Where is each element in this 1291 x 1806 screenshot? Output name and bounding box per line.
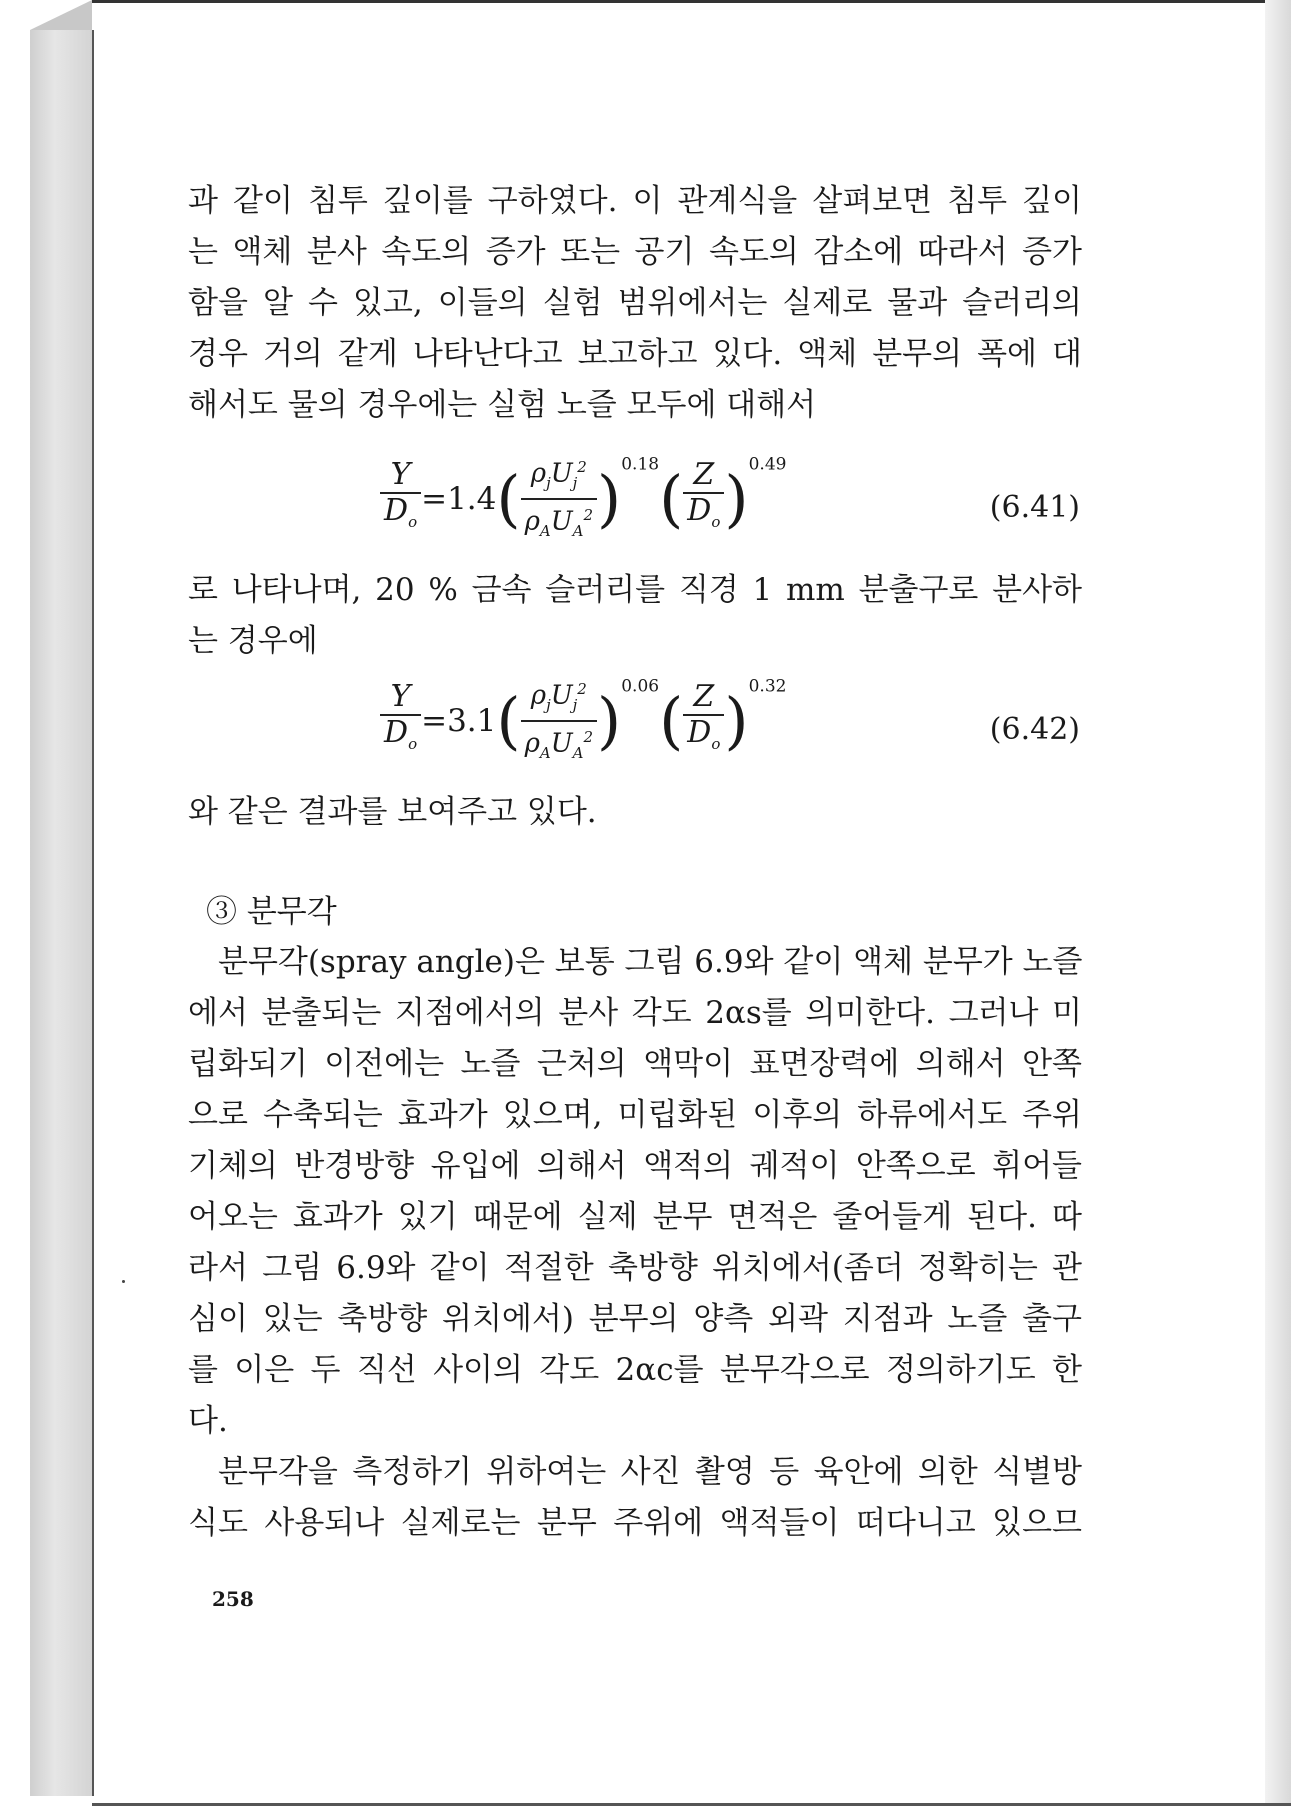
equation-length-ratio: $\frac{Z}{D_o}$ <box>683 458 724 539</box>
text-line: 경우 거의 같게 나타난다고 보고하고 있다. 액체 분무의 폭에 대 <box>188 336 1082 372</box>
equation-coefficient: =1.4 <box>421 480 497 517</box>
equation-exponent-1: 0.06 <box>621 676 660 697</box>
text-line: 으로 수축되는 효과가 있으며, 미립화된 이후의 하류에서도 주위 <box>188 1097 1082 1133</box>
equation-number: (6.41) <box>989 490 1080 525</box>
text-line: 를 이은 두 직선 사이의 각도 2αc를 분무각으로 정의하기도 한 <box>188 1352 1082 1388</box>
book-spine-top <box>30 0 92 30</box>
text-line: 라서 그림 6.9와 같이 적절한 축방향 위치에서(좀더 정확히는 관 <box>188 1250 1082 1286</box>
book-spine <box>30 30 94 1796</box>
section-heading: ③ 분무각 <box>206 894 337 930</box>
page-edge-top <box>92 0 1272 3</box>
equation-lhs-fraction: $\frac{Y}{D_o}$ <box>380 680 421 761</box>
equation-number: (6.42) <box>989 712 1080 747</box>
equation-lhs-fraction: $\frac{Y}{D_o}$ <box>380 458 421 539</box>
text-line: 심이 있는 축방향 위치에서) 분무의 양측 외곽 지점과 노즐 출구 <box>188 1301 1082 1337</box>
text-line: 기체의 반경방향 유입에 의해서 액적의 궤적이 안쪽으로 휘어들 <box>188 1148 1082 1184</box>
text-line: 식도 사용되나 실제로는 분무 주위에 액적들이 떠다니고 있으므 <box>188 1505 1082 1541</box>
text-line: 에서 분출되는 지점에서의 분사 각도 2αs를 의미한다. 그러나 미 <box>188 995 1082 1031</box>
text-line: 다. <box>188 1403 228 1439</box>
paragraph-3 <box>188 787 1082 838</box>
equation-length-ratio: $\frac{Z}{D_o}$ <box>683 680 724 761</box>
text-line: 과 같이 침투 깊이를 구하였다. 이 관계식을 살펴보면 침투 깊이 <box>188 183 1082 219</box>
text-line: 어오는 효과가 있기 때문에 실제 분무 면적은 줄어들게 된다. 따 <box>188 1199 1082 1235</box>
text-line: 와 같은 결과를 보여주고 있다. <box>188 794 597 830</box>
equation-exponent-2: 0.49 <box>748 454 787 475</box>
equation-density-ratio: $\frac{\rho_jU_j^2}{\rho_AU_A^2}$ <box>521 452 597 546</box>
equation-6-41: $\frac{Y}{D_o}$ =1.4( $\frac{\rho_jU_j^2}{\rho_AU_A^2}$ )0.18( $\frac{Z}{D_o}$ )0.49 (6.41) <box>380 452 1080 562</box>
text-line: 분무각(spray angle)은 보통 그림 6.9와 같이 액체 분무가 노즐 <box>218 944 1083 980</box>
equation-6-42: $\frac{Y}{D_o}$ =3.1( $\frac{\rho_jU_j^2}{\rho_AU_A^2}$ )0.06( $\frac{Z}{D_o}$ )0.32 (6.42) <box>380 674 1080 784</box>
text-line: 립화되기 이전에는 노즐 근처의 액막이 표면장력에 의해서 안쪽 <box>188 1046 1082 1082</box>
page-edge-right <box>1265 0 1291 1806</box>
equation-coefficient: =3.1 <box>421 702 497 739</box>
page-number: 258 <box>212 1587 254 1611</box>
paragraph-1 <box>188 176 1082 431</box>
text-line: 분무각을 측정하기 위하여는 사진 촬영 등 육안에 의한 식별방 <box>218 1454 1082 1490</box>
text-line: 는 경우에 <box>188 623 318 659</box>
text-line: 함을 알 수 있고, 이들의 실험 범위에서는 실제로 물과 슬러리의 <box>188 285 1082 321</box>
paragraph-2 <box>188 565 1082 667</box>
text-line: 는 액체 분사 속도의 증가 또는 공기 속도의 감소에 따라서 증가 <box>188 234 1082 270</box>
paragraph-5 <box>188 1447 1082 1549</box>
text-line: 로 나타나며, 20 % 금속 슬러리를 직경 1 mm 분출구로 분사하 <box>188 572 1082 608</box>
equation-exponent-1: 0.18 <box>621 454 660 475</box>
text-line: 해서도 물의 경우에는 실험 노즐 모두에 대해서 <box>188 387 817 423</box>
speck <box>122 1280 125 1283</box>
equation-density-ratio: $\frac{\rho_jU_j^2}{\rho_AU_A^2}$ <box>521 674 597 768</box>
paragraph-4 <box>188 937 1082 1447</box>
equation-exponent-2: 0.32 <box>748 676 787 697</box>
